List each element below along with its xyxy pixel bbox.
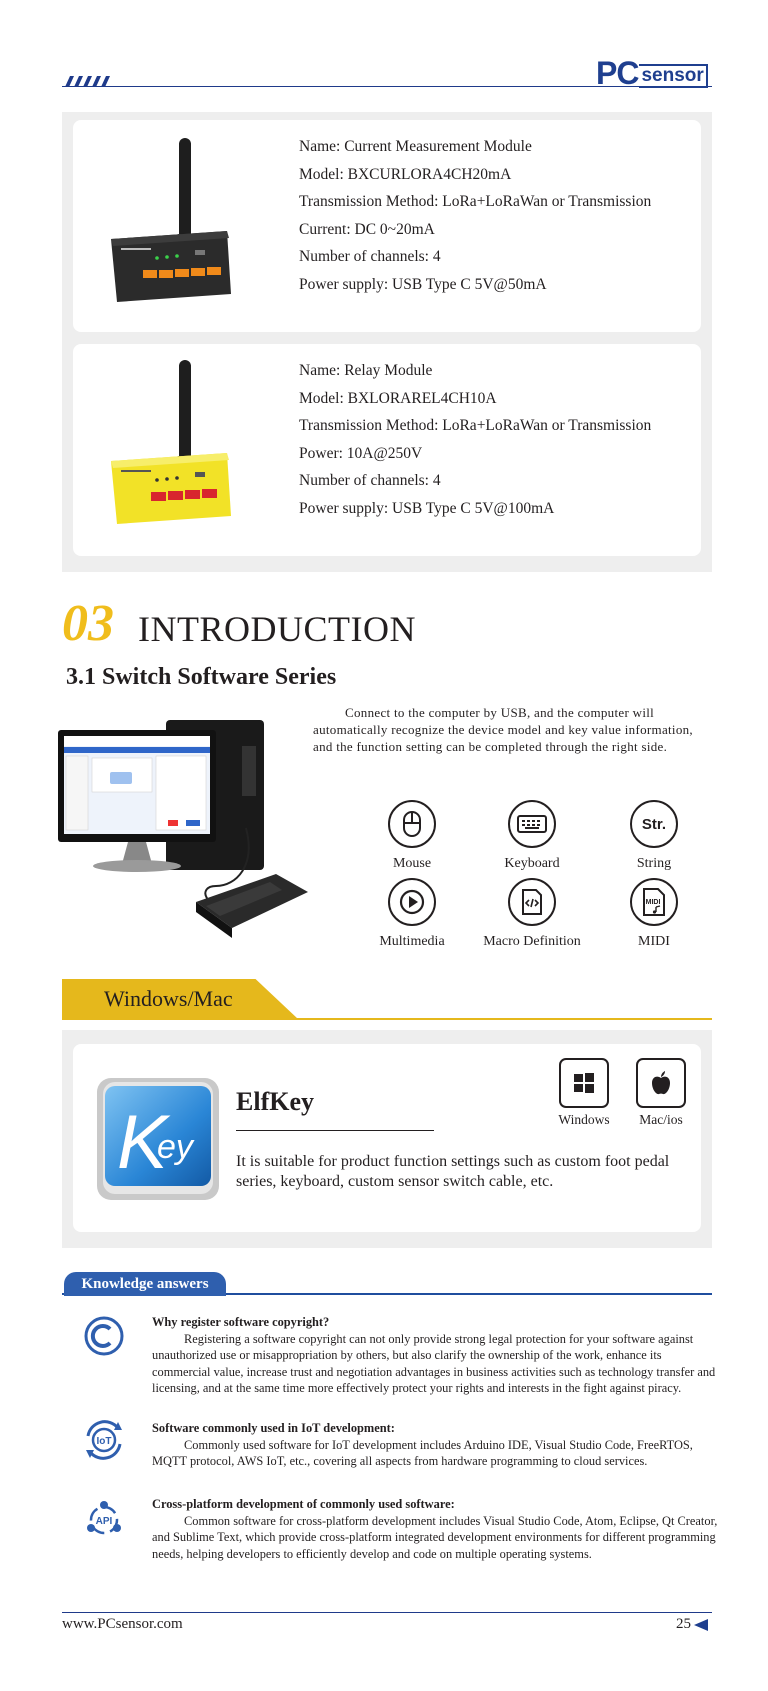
feature-string bbox=[594, 800, 714, 872]
spec-line: Name: Current Measurement Module bbox=[299, 138, 532, 155]
api-icon bbox=[80, 1494, 128, 1542]
relay-module-device-image bbox=[107, 356, 257, 536]
elfkey-logo bbox=[95, 1076, 221, 1202]
spec-line: Power supply: USB Type C 5V@100mA bbox=[299, 499, 555, 517]
windows-label: Windows bbox=[558, 1112, 610, 1127]
knowledge-answer: Registering a software copyright can not only provide strong legal protection for your software against unauthorized use or misappropriation by others, but also clarify the ownership of the work, enhance its commercial value, increase trust and negotiation advantages in business activities such as technology transfer and licensing, and at the same time more effectively protect your rights and interests in the fight against piracy. bbox=[152, 1331, 716, 1395]
apple-icon bbox=[650, 1070, 672, 1096]
spec-line: Transmission Method: LoRa+LoRaWan or Transmission bbox=[299, 193, 652, 210]
feature-macro-definition bbox=[472, 878, 592, 950]
feature-midi bbox=[594, 878, 714, 950]
knowledge-tab-label: Knowledge answers bbox=[81, 1276, 209, 1292]
feature-label: String bbox=[636, 856, 672, 871]
knowledge-question: Cross-platform development of commonly used software: bbox=[152, 1497, 455, 1511]
feature-mouse bbox=[352, 800, 472, 872]
knowledge-question: Why register software copyright? bbox=[152, 1315, 330, 1329]
relay-module-specs bbox=[299, 357, 651, 522]
elfkey-description: It is suitable for product function settings such as custom foot pedal series, keyboard, custom sensor switch cable, etc. bbox=[236, 1153, 670, 1190]
feature-label: Macro Definition bbox=[483, 934, 581, 949]
spec-line: Power: 10A@250V bbox=[299, 444, 423, 462]
logo-pc: PC bbox=[596, 55, 639, 91]
computer-foot-pedal-image bbox=[56, 716, 326, 946]
platform-band-rule bbox=[62, 1018, 712, 1020]
spec-line: Power supply: USB Type C 5V@50mA bbox=[299, 275, 547, 293]
elfkey-title: ElfKey bbox=[236, 1087, 314, 1116]
spec-line: Model: BXCURLORA4CH20mA bbox=[299, 165, 512, 183]
knowledge-item-copyright bbox=[152, 1314, 718, 1397]
svg-text:ey: ey bbox=[157, 1128, 193, 1166]
current-module-device-image bbox=[107, 134, 257, 314]
iot-icon bbox=[80, 1416, 128, 1464]
windows-button[interactable] bbox=[559, 1058, 609, 1108]
iot-icon-text: IoT bbox=[96, 1436, 112, 1447]
page-arrow-icon bbox=[694, 1619, 708, 1631]
feature-keyboard bbox=[472, 800, 592, 872]
spec-line: Model: BXLORAREL4CH10A bbox=[299, 389, 497, 407]
subsection-title: 3.1 Switch Software Series bbox=[66, 664, 337, 690]
section-title: INTRODUCTION bbox=[138, 609, 416, 649]
product-card-current-module bbox=[73, 120, 701, 332]
api-icon-text: API bbox=[95, 1516, 113, 1527]
knowledge-answer: Commonly used software for IoT development includes Arduino IDE, Visual Studio Code, FreeRTOS, MQTT protocol, AWS IoT, etc., covering all aspects from hardware programming to cloud services. bbox=[152, 1437, 693, 1468]
play-icon bbox=[388, 878, 436, 926]
footer-rule bbox=[62, 1612, 712, 1613]
page-number: 25 bbox=[676, 1616, 691, 1632]
elfkey-card bbox=[73, 1044, 701, 1232]
midi-glyph: MIDI bbox=[645, 899, 661, 906]
logo-sensor: sensor bbox=[639, 64, 707, 88]
mac-label: Mac/ios bbox=[639, 1112, 683, 1127]
feature-label: Multimedia bbox=[379, 934, 445, 949]
knowledge-item-iot bbox=[152, 1420, 718, 1470]
keyboard-icon bbox=[508, 800, 556, 848]
spec-line: Name: Relay Module bbox=[299, 362, 433, 379]
feature-label: MIDI bbox=[638, 934, 670, 949]
feature-label: Keyboard bbox=[504, 856, 560, 871]
midi-icon bbox=[630, 878, 678, 926]
current-module-specs bbox=[299, 133, 651, 298]
svg-text:K: K bbox=[117, 1100, 168, 1185]
footer-url: www.PCsensor.com bbox=[62, 1616, 183, 1632]
pcsensor-logo bbox=[596, 55, 708, 91]
section-number: 03 bbox=[62, 595, 114, 652]
macro-icon bbox=[508, 878, 556, 926]
elfkey-title-rule bbox=[236, 1130, 434, 1131]
string-icon bbox=[630, 800, 678, 848]
mouse-icon bbox=[388, 800, 436, 848]
string-glyph: Str. bbox=[641, 815, 667, 833]
knowledge-question: Software commonly used in IoT development: bbox=[152, 1421, 395, 1435]
feature-multimedia bbox=[352, 878, 472, 950]
feature-label: Mouse bbox=[392, 856, 432, 871]
product-card-relay-module bbox=[73, 344, 701, 556]
platform-band-label: Windows/Mac bbox=[104, 986, 233, 1011]
intro-paragraph: Connect to the computer by USB, and the computer will automatically recognize the device model and key value information, and the function setting can be completed through the right side. bbox=[313, 705, 693, 754]
windows-icon bbox=[572, 1071, 596, 1095]
mac-button[interactable] bbox=[636, 1058, 686, 1108]
copyright-icon bbox=[80, 1312, 128, 1360]
knowledge-answer: Common software for cross-platform development includes Visual Studio Code, Atom, Eclipse, Qt Creator, and Sublime Text, which provide cross-platform integrated development environments for different programming needs, helping developers to efficiently develop and code on multiple operating systems. bbox=[152, 1513, 718, 1561]
spec-line: Number of channels: 4 bbox=[299, 248, 441, 265]
spec-line: Number of channels: 4 bbox=[299, 472, 441, 489]
spec-line: Transmission Method: LoRa+LoRaWan or Transmission bbox=[299, 417, 652, 434]
spec-line: Current: DC 0~20mA bbox=[299, 220, 435, 238]
knowledge-item-cross-platform bbox=[152, 1496, 718, 1562]
